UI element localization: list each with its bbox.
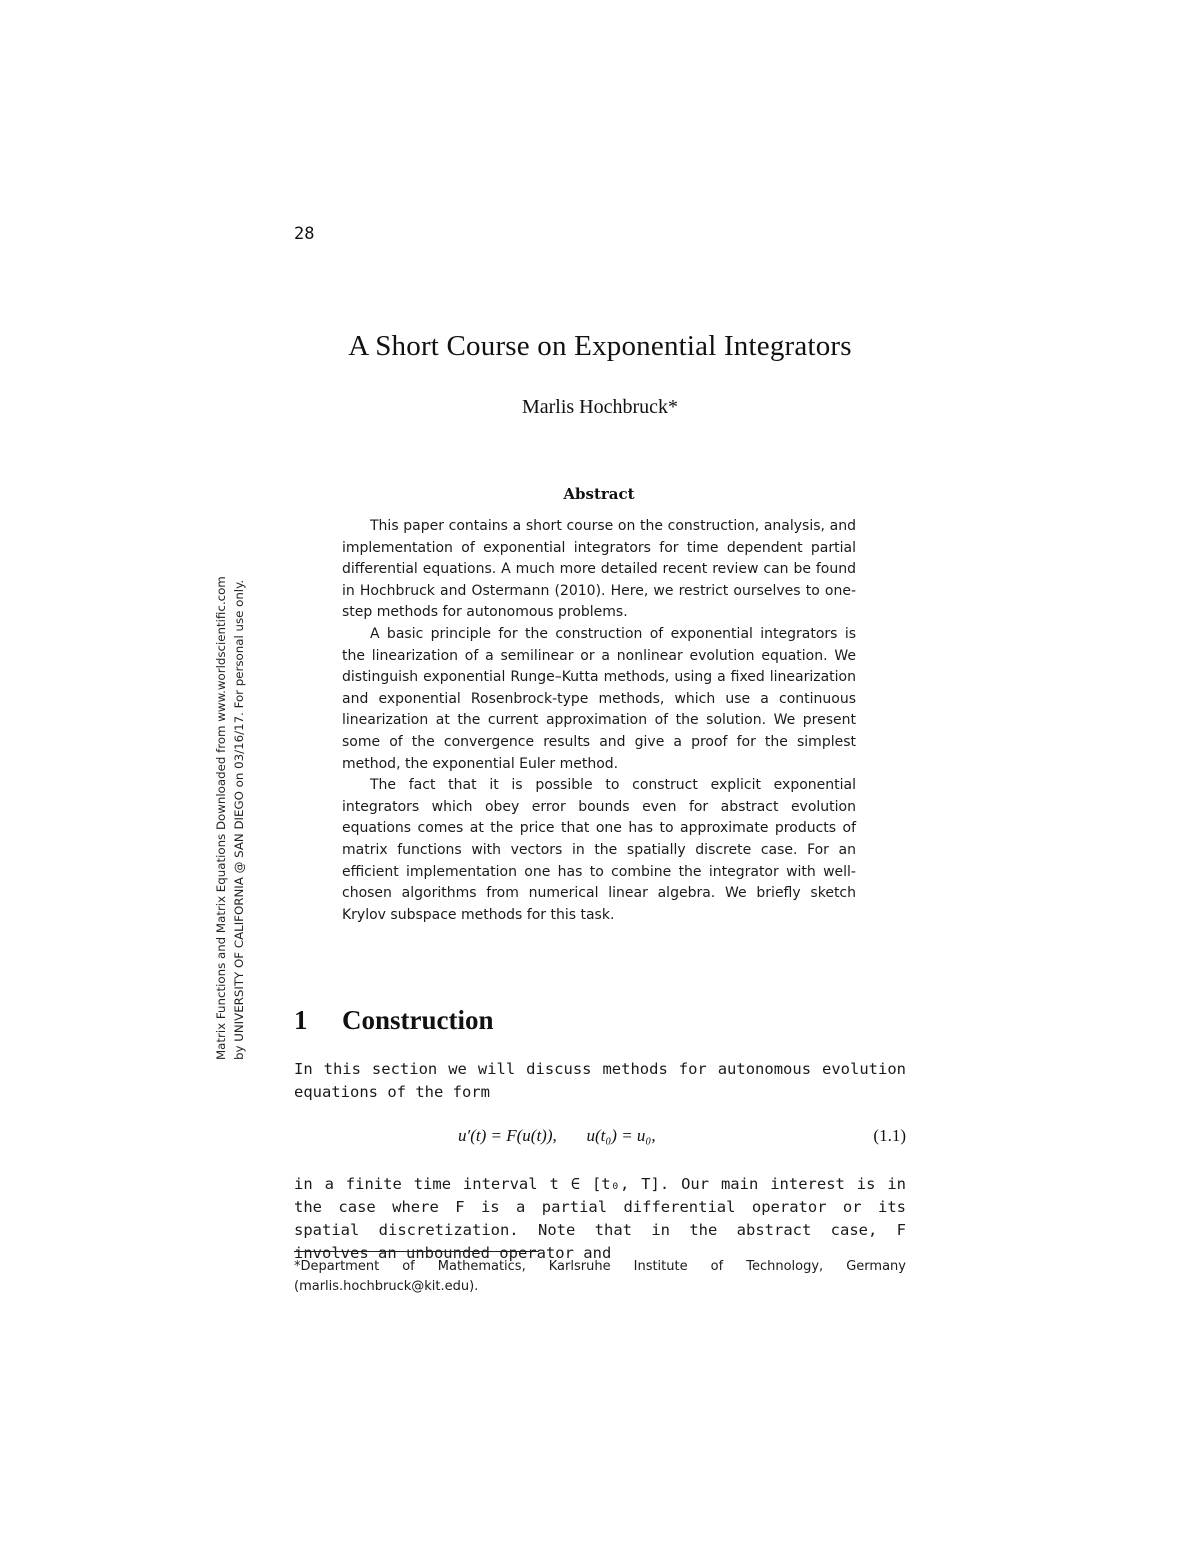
author-name: Marlis Hochbruck* [521,396,679,418]
equation-number: (1.1) [873,1126,906,1145]
paper-title: A Short Course on Exponential Integrators [348,330,852,362]
body-paragraph: In this section we will discuss methods for autonomous evolution equations of the form [294,1060,906,1101]
abstract-paragraph: The fact that it is possible to construct explicit exponential integrators which obey error bounds even for abstract evolution equations comes at the price that one has to approximate products of matrix functions with vectors in the spatially discrete case. For an efficient implementation one has to combine the integrator with well-chosen algorithms from numerical linear algebra. We briefly sketch Krylov subspace methods for this task. [342,777,856,923]
abstract-paragraph: A basic principle for the construction of exponential integrators is the linearization of a semilinear or a nonlinear evolution equation. We distinguish exponential Runge–Kutta methods, using a fixed linearization and exponential Rosenbrock-type methods, which use a continuous linearization at the current approximation of the solution. We present some of the convergence results and give a proof for the simplest method, the exponential Euler method. [342,625,856,772]
body-paragraph: in a finite time interval t ∈ [t₀, T]. Our main interest is in the case where F is a partial differential operator or its spatial discretization. Note that in the abstract case, F involves an unbounded operator and [294,1175,906,1262]
section-number: 1 [294,1005,308,1035]
download-notice-line-2: by UNIVERSITY OF CALIFORNIA @ SAN DIEGO on 03/16/17. For personal use only. [232,579,246,1060]
section-title: Construction [342,1005,494,1035]
abstract-heading: Abstract [563,485,635,503]
page-number: 28 [294,224,315,244]
download-notice [212,480,248,1060]
equation-1-1 [294,1126,906,1150]
equation-body: u′(t) = F(u(t)), u(t₀) = u₀, [458,1126,656,1145]
section-heading [294,1005,494,1036]
download-notice-line-1: Matrix Functions and Matrix Equations Downloaded from www.worldscientific.com [214,576,228,1060]
abstract-body [342,516,856,926]
abstract-paragraph: This paper contains a short course on the construction, analysis, and implementation of exponential integrators for time dependent partial differential equations. A much more detailed recent review can be found in Hochbruck and Ostermann (2010). Here, we restrict ourselves to one-step methods for autonomous problems. [342,518,856,621]
footnote: *Department of Mathematics, Karlsruhe Institute of Technology, Germany (marlis.hochbruck@kit.edu). [294,1259,906,1294]
footnote-divider [294,1251,539,1252]
